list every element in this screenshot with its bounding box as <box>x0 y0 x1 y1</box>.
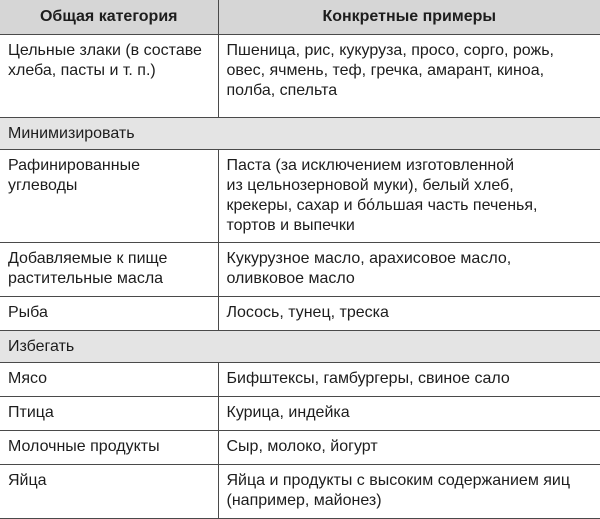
category-cell: Молочные продукты <box>0 430 218 464</box>
table-row <box>0 430 600 464</box>
category-cell: Мясо <box>0 362 218 396</box>
header-row <box>0 0 600 34</box>
section-row <box>0 117 600 149</box>
table-row <box>0 34 600 117</box>
section-row <box>0 330 600 362</box>
table-row <box>0 149 600 242</box>
category-cell: Цельные злаки (в составе хлеба, пасты и т. п.) <box>0 34 218 117</box>
section-minimize: Минимизировать <box>0 117 600 149</box>
table-row <box>0 242 600 296</box>
table-row <box>0 296 600 330</box>
examples-cell: Пшеница, рис, кукуруза, просо, сорго, рожь, овес, ячмень, теф, гречка, амарант, киноа, полба, спельта <box>218 34 600 117</box>
category-cell: Рыба <box>0 296 218 330</box>
header-examples: Конкретные примеры <box>218 0 600 34</box>
examples-cell: Яйца и продукты с высоким содержанием яиц (например, майонез) <box>218 464 600 518</box>
category-cell: Добавляемые к пище растительные масла <box>0 242 218 296</box>
section-avoid: Избегать <box>0 330 600 362</box>
table-row <box>0 362 600 396</box>
category-cell: Яйца <box>0 464 218 518</box>
table-row <box>0 396 600 430</box>
header-category: Общая категория <box>0 0 218 34</box>
examples-cell: Бифштексы, гамбургеры, свиное сало <box>218 362 600 396</box>
category-cell: Птица <box>0 396 218 430</box>
examples-cell: Сыр, молоко, йогурт <box>218 430 600 464</box>
examples-cell: Лосось, тунец, треска <box>218 296 600 330</box>
examples-cell: Кукурузное масло, арахисовое масло, оливковое масло <box>218 242 600 296</box>
examples-cell: Паста (за исключением изготовленной из цельнозерновой муки), белый хлеб, крекеры, сахар и бо́льшая часть печенья, тортов и выпечки <box>218 149 600 242</box>
category-cell: Рафинированные углеводы <box>0 149 218 242</box>
examples-cell: Курица, индейка <box>218 396 600 430</box>
table-row <box>0 464 600 518</box>
